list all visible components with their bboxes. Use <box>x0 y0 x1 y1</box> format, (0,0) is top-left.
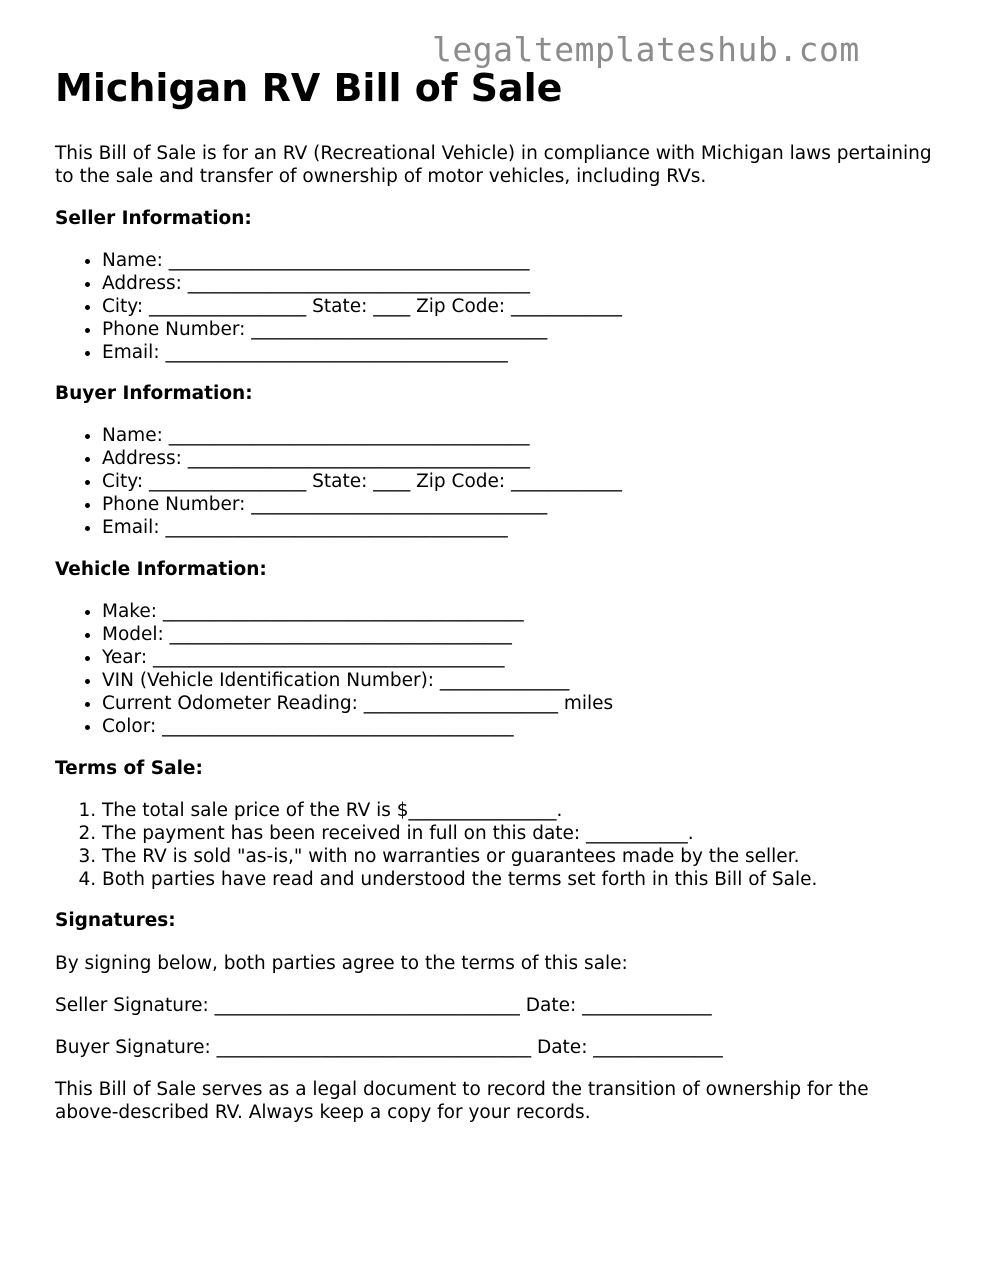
term-payment-date[interactable]: 2. The payment has been received in full on this date: ___________. <box>102 822 817 845</box>
terms-list <box>55 799 817 891</box>
buyer-city-state-zip-field[interactable]: • City: _________________ State: ____ Zip Code: ____________ <box>102 470 622 493</box>
seller-heading: Seller Information: <box>55 208 252 229</box>
term-sale-price[interactable]: 1. The total sale price of the RV is $________________. <box>102 799 817 822</box>
page-title: Michigan RV Bill of Sale <box>55 66 563 110</box>
buyer-phone-field[interactable]: • Phone Number: ________________________________ <box>102 493 622 516</box>
signatures-intro: By signing below, both parties agree to the terms of this sale: <box>55 953 628 974</box>
buyer-heading: Buyer Information: <box>55 383 253 404</box>
vehicle-year-field[interactable]: • Year: ______________________________________ <box>102 646 613 669</box>
seller-list <box>55 249 622 364</box>
signatures-heading: Signatures: <box>55 910 176 931</box>
seller-city-state-zip-field[interactable]: • City: _________________ State: ____ Zip Code: ____________ <box>102 295 622 318</box>
vehicle-heading: Vehicle Information: <box>55 559 267 580</box>
vehicle-odometer-field[interactable]: • Current Odometer Reading: _____________________ miles <box>102 692 613 715</box>
vehicle-vin-field[interactable]: • VIN (Vehicle Identification Number): ______________ <box>102 669 613 692</box>
seller-email-field[interactable]: • Email: _____________________________________ <box>102 341 622 364</box>
buyer-email-field[interactable]: • Email: _____________________________________ <box>102 516 622 539</box>
vehicle-list <box>55 600 613 738</box>
watermark: legaltemplateshub.com <box>432 30 860 69</box>
term-understood: 4. Both parties have read and understood the terms set forth in this Bill of Sale. <box>102 868 817 891</box>
buyer-name-field[interactable]: • Name: _______________________________________ <box>102 424 622 447</box>
vehicle-color-field[interactable]: • Color: ______________________________________ <box>102 715 613 738</box>
buyer-address-field[interactable]: • Address: _____________________________________ <box>102 447 622 470</box>
vehicle-model-field[interactable]: • Model: _____________________________________ <box>102 623 613 646</box>
intro-paragraph: This Bill of Sale is for an RV (Recreational Vehicle) in compliance with Michigan laws pertaining to the sale and transfer of ownership of motor vehicles, including RVs. <box>55 143 932 187</box>
closing-paragraph: This Bill of Sale serves as a legal document to record the transition of ownership for the above-described RV. Always keep a copy for your records. <box>55 1079 869 1123</box>
buyer-signature-line[interactable]: Buyer Signature: __________________________________ Date: ______________ <box>55 1037 723 1058</box>
terms-heading: Terms of Sale: <box>55 758 203 779</box>
seller-address-field[interactable]: • Address: _____________________________________ <box>102 272 622 295</box>
term-as-is: 3. The RV is sold "as-is," with no warranties or guarantees made by the seller. <box>102 845 817 868</box>
seller-signature-line[interactable]: Seller Signature: _________________________________ Date: ______________ <box>55 995 712 1016</box>
buyer-list <box>55 424 622 539</box>
seller-phone-field[interactable]: • Phone Number: ________________________________ <box>102 318 622 341</box>
vehicle-make-field[interactable]: • Make: _______________________________________ <box>102 600 613 623</box>
seller-name-field[interactable]: • Name: _______________________________________ <box>102 249 622 272</box>
